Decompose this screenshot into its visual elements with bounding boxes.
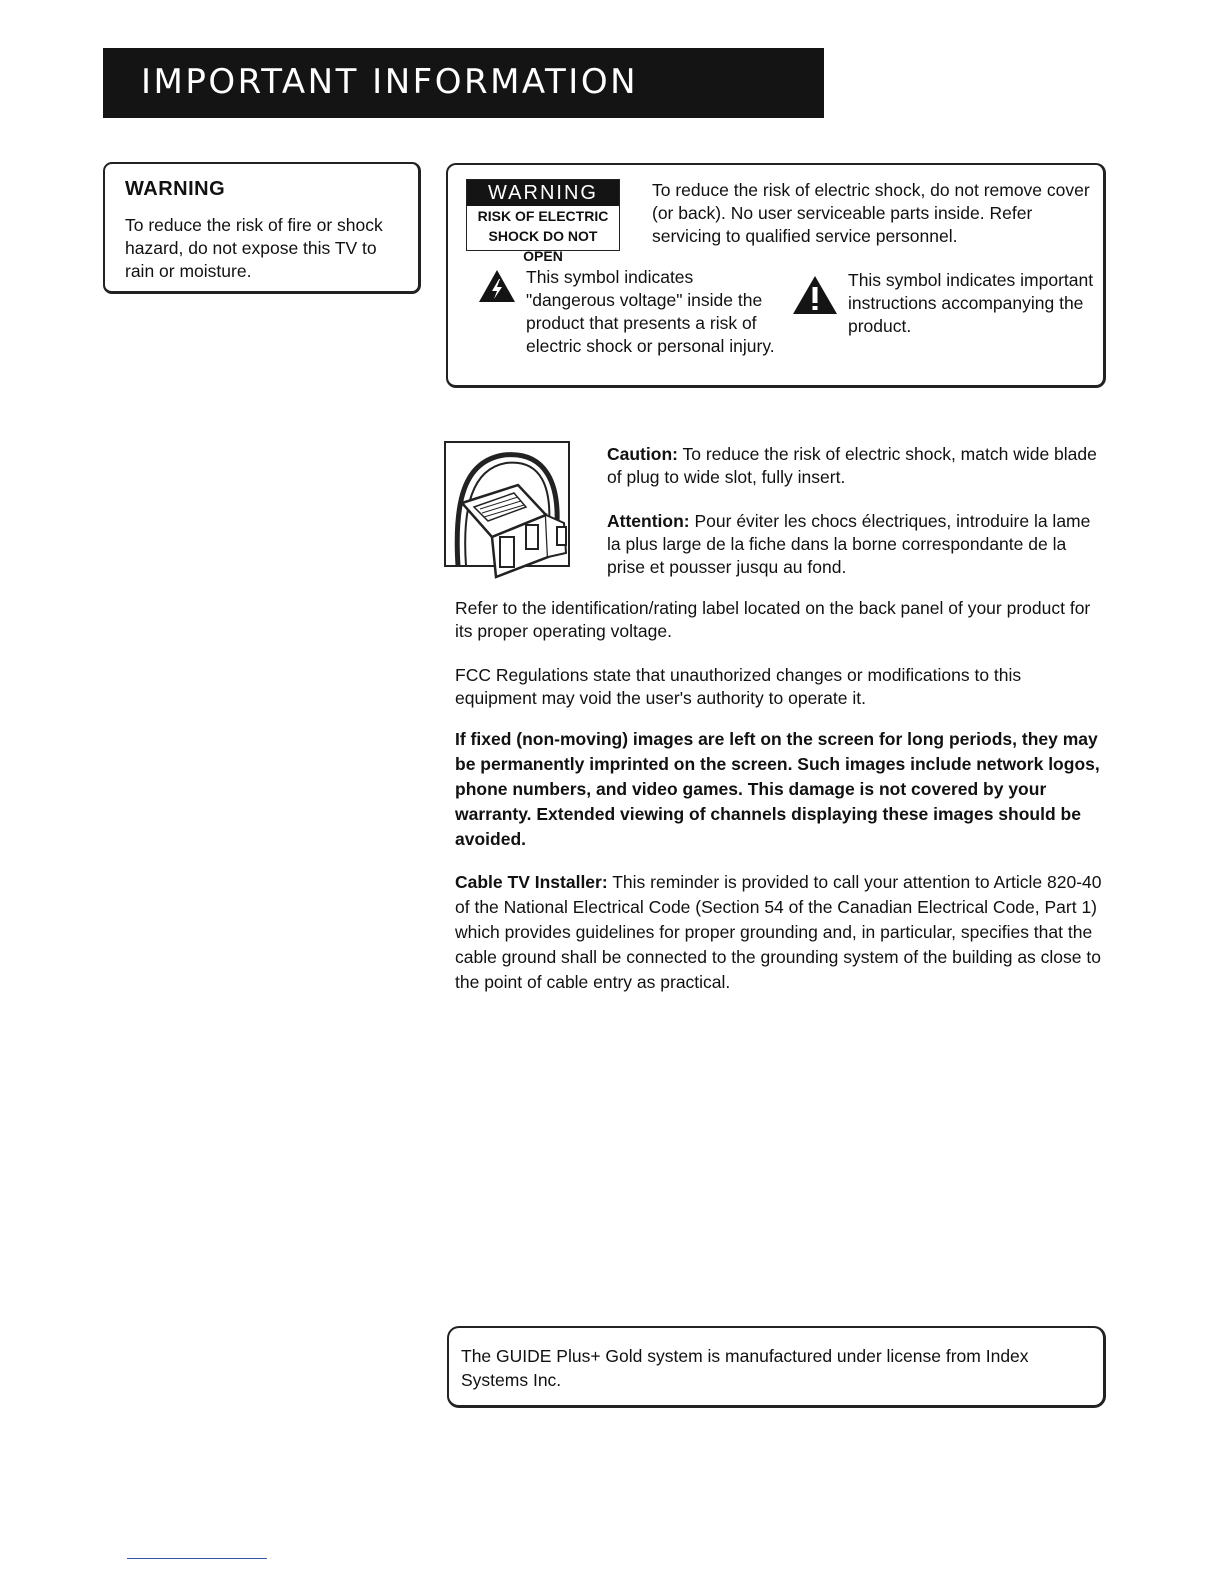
fixed-images-warning: If fixed (non-moving) images are left on the screen for long periods, they may be permanently imprinted on the screen. Such images include network logos, phone numbers, and video games. This damage is not covered by your warranty. Extended viewing of channels displaying these images should be avoided. xyxy=(455,729,1100,849)
lightning-triangle-icon xyxy=(478,269,516,303)
fire-warning-title: WARNING xyxy=(125,178,226,200)
dangerous-voltage-text: This symbol indicates "dangerous voltage" inside the product that presents a risk of electric shock or personal injury. xyxy=(526,267,775,356)
shock-label-line1: RISK OF ELECTRIC xyxy=(477,208,609,224)
fire-warning-box xyxy=(103,162,421,294)
caution-paragraph xyxy=(607,443,1107,489)
shock-warning-box xyxy=(446,163,1106,388)
guide-license-text: The GUIDE Plus+ Gold system is manufactured under license from Index Systems Inc. xyxy=(461,1346,1029,1390)
cable-installer-label: Cable TV Installer: xyxy=(455,872,608,892)
attention-label: Attention: xyxy=(607,511,690,531)
footer-rule xyxy=(127,1558,267,1559)
page-header xyxy=(103,48,824,118)
rating-label-paragraph: Refer to the identification/rating label located on the back panel of your product for its proper operating voltage. xyxy=(455,598,1091,641)
guide-license-box xyxy=(447,1326,1106,1408)
important-instructions-text: This symbol indicates important instructions accompanying the product. xyxy=(848,270,1094,336)
fire-warning-text: To reduce the risk of fire or shock hazard, do not expose this TV to rain or moisture. xyxy=(125,215,383,281)
polarized-plug-icon xyxy=(444,441,582,581)
caution-label: Caution: xyxy=(607,444,678,464)
cable-installer-paragraph xyxy=(455,870,1110,995)
cable-installer-text: This reminder is provided to call your attention to Article 820-40 of the National Electrical Code (Section 54 of the Canadian Electrical Code, Part 1) which provides guidelines for proper grounding and, in particular, specifies that the cable ground shall be connected to the grounding system of the building as close to the point of cable entry as practical. xyxy=(455,872,1102,992)
page-title: IMPORTANT INFORMATION xyxy=(141,62,639,102)
shock-warning-label xyxy=(466,179,620,264)
shock-label-line2: SHOCK DO NOT OPEN xyxy=(488,228,598,264)
shock-warning-text: To reduce the risk of electric shock, do not remove cover (or back). No user serviceable parts inside. Refer servicing to qualified service personnel. xyxy=(652,180,1090,246)
attention-text: Pour éviter les chocs électriques, introduire la lame la plus large de la fiche dans la borne correspondante de la prise et pousser jusqu au fond. xyxy=(607,511,1091,577)
attention-paragraph xyxy=(607,510,1107,579)
exclamation-triangle-icon xyxy=(792,275,838,315)
caution-text: To reduce the risk of electric shock, match wide blade of plug to wide slot, fully insert. xyxy=(607,444,1097,487)
fcc-paragraph: FCC Regulations state that unauthorized changes or modifications to this equipment may void the user's authority to operate it. xyxy=(455,665,1022,708)
shock-warning-band: WARNING xyxy=(467,180,619,206)
